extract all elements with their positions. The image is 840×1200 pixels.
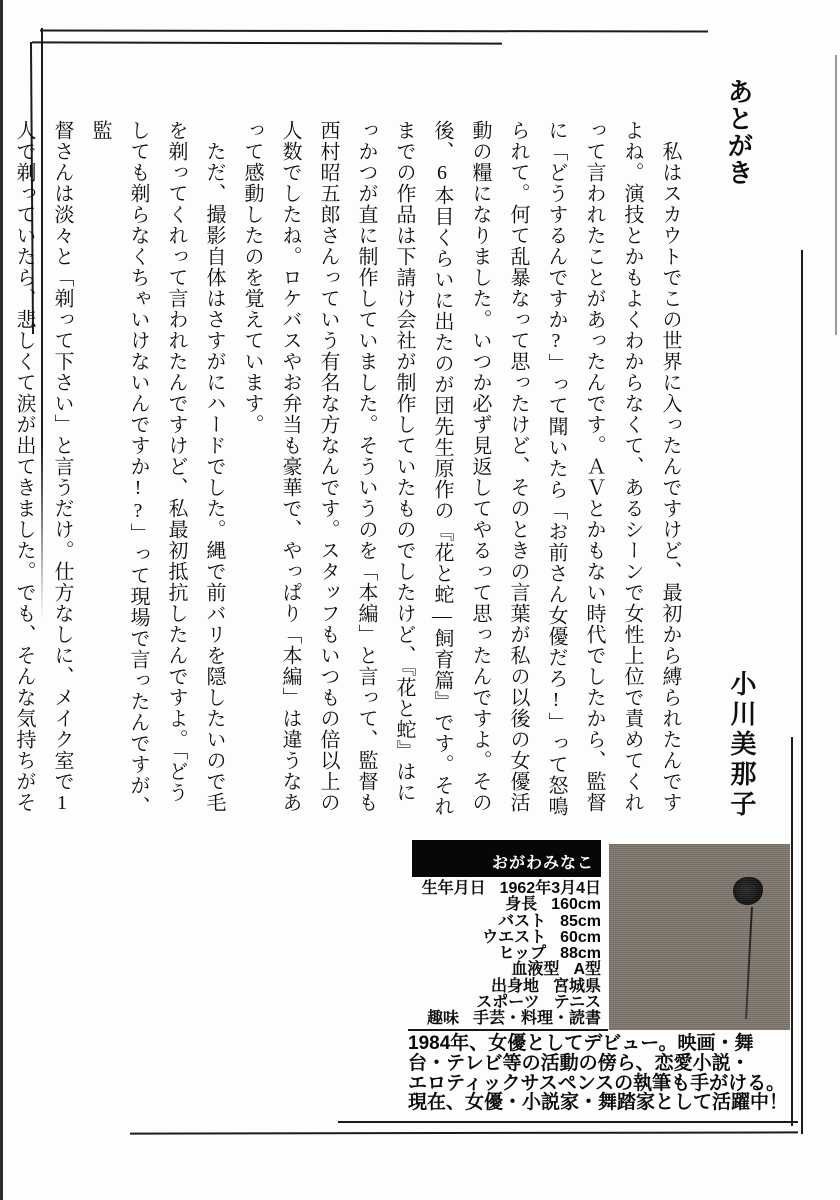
profile-row-label: スポーツ	[476, 994, 540, 1012]
text-column: ただ、撮影自体はさすがにハードでした。縄で前バリを隠したいので毛	[203, 120, 225, 813]
profile-row	[408, 979, 601, 995]
afterword-body	[13, 120, 689, 820]
profile-row-value: 88cm	[560, 945, 601, 963]
text-column: 後、6本目くらいに出たのが団先生原作の『花と蛇―飼育篇』です。それ	[431, 120, 453, 817]
bio-line: エロティックサスペンスの執筆も手がける。	[408, 1072, 786, 1094]
text-column: られて。何て乱暴なって思ったけど、そのときの言葉が私の以後の女優活	[507, 120, 529, 813]
bio-line: 1984年、女優としてデビュー。映画・舞	[408, 1033, 754, 1054]
profile-row	[408, 914, 601, 930]
frame-line-top-inner	[32, 41, 502, 44]
profile-row-value: 60cm	[560, 928, 601, 946]
profile-row-value: 160cm	[551, 896, 601, 914]
profile-row-label: ウエスト	[482, 928, 547, 946]
page-edge-artifact	[835, 55, 837, 335]
profile-row-label: 生年月日	[421, 880, 486, 897]
text-column: しても剃らなくちゃいけないんですか!?」って現場で言ったんですが、監	[89, 120, 149, 817]
profile-row-label: 出身地	[490, 977, 539, 995]
profile-row-label: ヒップ	[498, 945, 547, 963]
profile-bio	[408, 1034, 804, 1113]
profile-row	[408, 881, 601, 897]
profile-row	[408, 1011, 601, 1027]
text-column: 人で剃っていたら、悲しくて涙が出てきました。でも、そんな気持ちがそ	[13, 120, 35, 813]
profile-row-label: 身長	[505, 896, 538, 914]
profile-name-bar	[412, 840, 601, 877]
profile-row-label: 血液型	[511, 961, 560, 979]
profile-row-value: 手芸・料理・読書	[472, 1010, 601, 1028]
bio-line: 現在、女優・小説家・舞踏家として活躍中！	[408, 1092, 789, 1114]
frame-line-bottom-inner	[338, 1121, 798, 1123]
profile-row-value: テニス	[553, 994, 601, 1012]
author-name: 小川美那子	[727, 670, 756, 820]
profile-row-value: 1962年3月4日	[499, 880, 601, 897]
text-column: っかつが直に制作していました。そういうのを「本編」と言って、監督も	[355, 120, 377, 813]
frame-line-right-outer	[801, 250, 803, 1134]
text-column: 私はスカウトでこの世界に入ったんですけど、最初から縛られたんです	[659, 120, 681, 813]
profile-row-label: バスト	[498, 912, 547, 930]
page-title: あとがき	[724, 78, 753, 186]
text-column: までの作品は下請け会社が制作していたものでしたけど、『花と蛇』はに	[393, 120, 415, 803]
profile-row-label: 趣味	[426, 1010, 459, 1028]
text-column: って感動したのを覚えています。	[241, 120, 263, 435]
profile-photo	[609, 844, 790, 1030]
profile-row-value: A型	[573, 961, 601, 979]
profile-name-kana: おがわみなこ	[491, 855, 594, 872]
bio-line: 台・テレビ等の活動の傍ら、恋愛小説・	[408, 1052, 750, 1074]
scan-edge-artifact	[0, 0, 3, 1200]
text-column: よね。演技とかもよくわからなくて、あるシーンで女性上位で責めてくれ	[621, 120, 643, 813]
profile-row	[408, 930, 601, 946]
profile-row-value: 85cm	[560, 912, 601, 930]
frame-line-top-outer	[40, 30, 708, 33]
profile-row	[408, 995, 601, 1011]
text-column: 人数でしたね。ロケバスやお弁当も豪華で、やっぱり「本編」は違うなあ	[279, 120, 301, 813]
photo-grain-overlay	[609, 844, 790, 1030]
text-column: に「どうするんですか?」って聞いたら「お前さん女優だろ!」って怒鳴	[545, 120, 567, 817]
text-column: 動の糧になりました。いつか必ず見返してやるって思ったんですよ。その	[469, 120, 491, 813]
stats-divider-line	[408, 1029, 608, 1031]
text-column: って言われたことがあったんです。ＡＶとかもない時代でしたから、監督	[583, 120, 605, 813]
profile-row	[408, 897, 601, 913]
profile-stats-list	[408, 881, 601, 1028]
text-column: 督さんは淡々と「剃って下さい」と言うだけ。仕方なしに、メイク室で1	[51, 120, 73, 815]
frame-line-bottom-outer	[130, 1131, 798, 1134]
text-column: 西村昭五郎さんっていう有名な方なんです。スタッフもいつもの倍以上の	[317, 120, 339, 813]
profile-row-value: 宮城県	[552, 977, 601, 995]
text-column: を剃ってくれって言われたんですけど、私最初抵抗したんですよ。「どう	[165, 120, 187, 803]
profile-row	[408, 962, 601, 978]
profile-row	[408, 946, 601, 962]
